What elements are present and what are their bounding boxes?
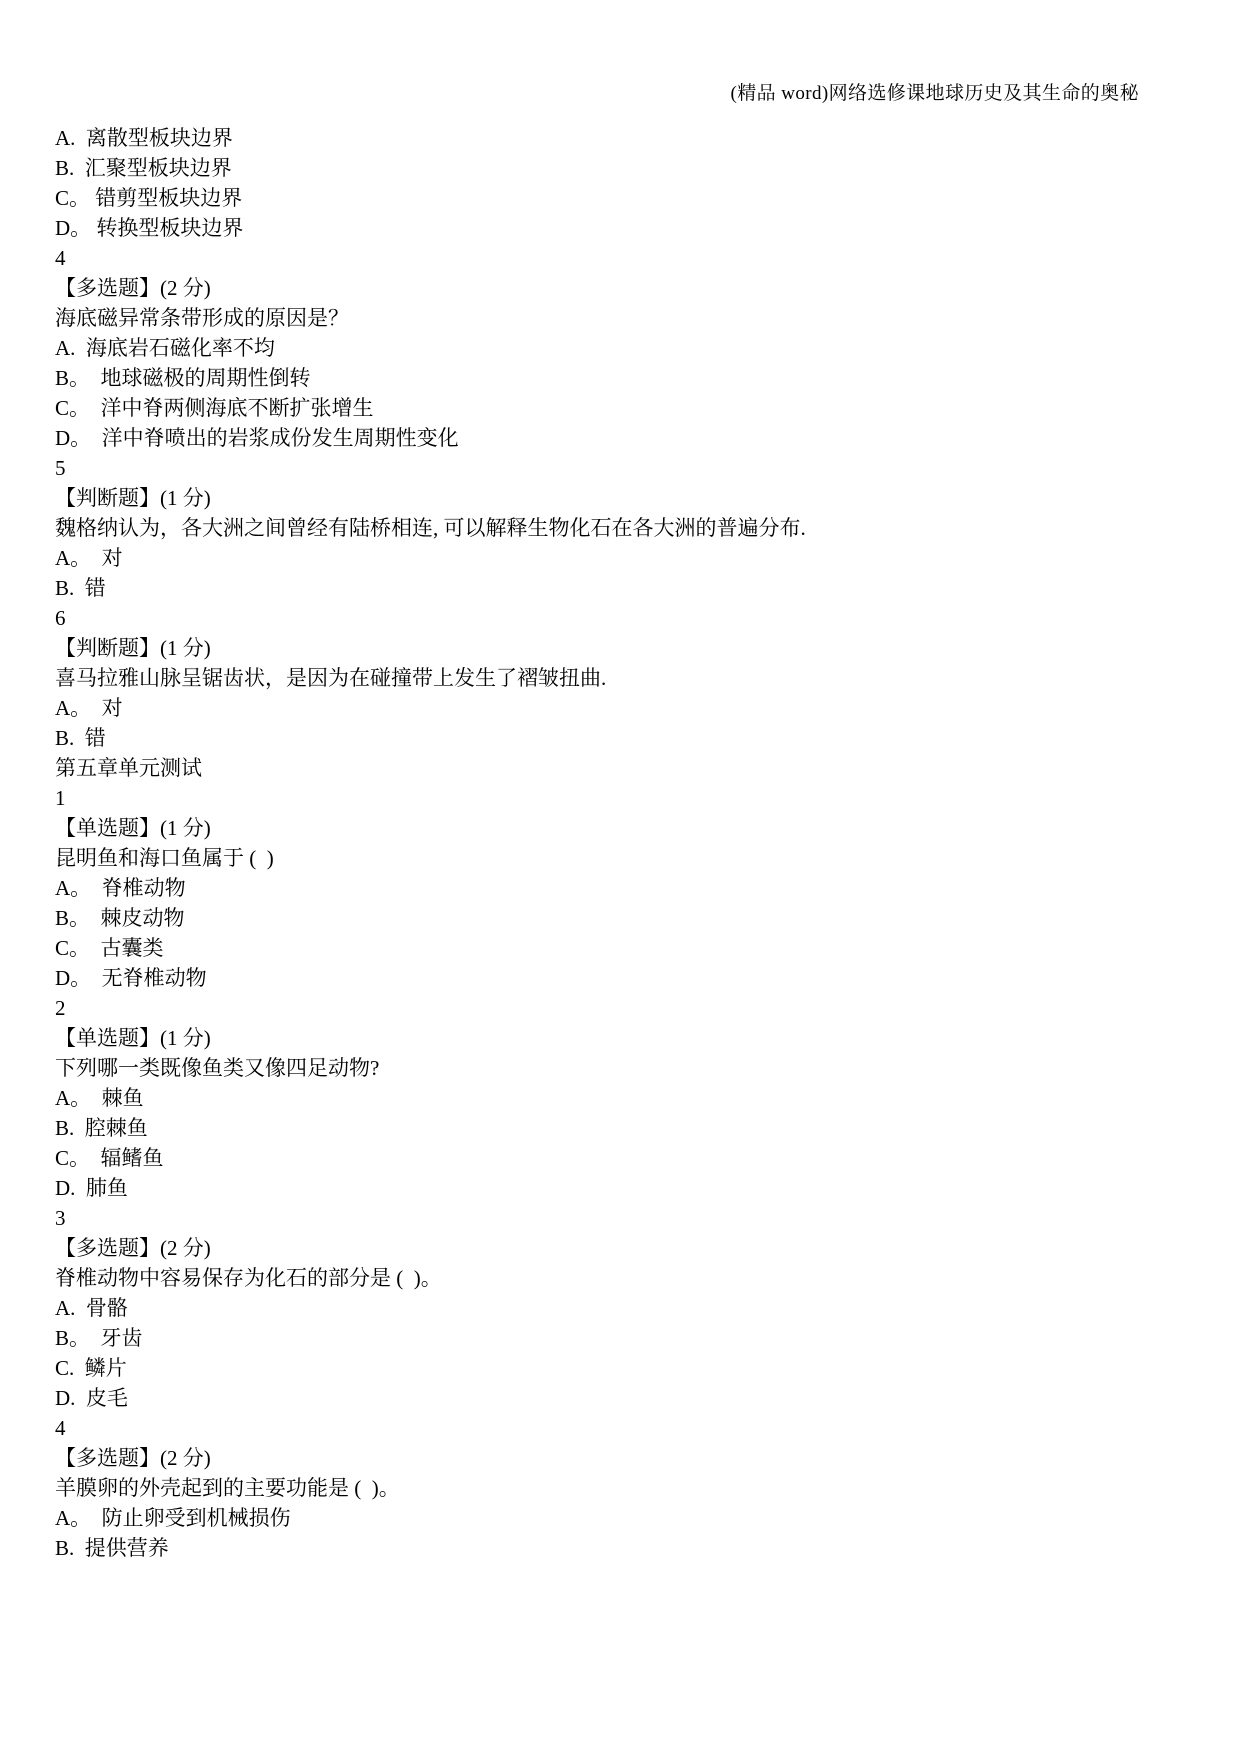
answer-option-line: A. 海底岩石磁化率不均 [55, 336, 275, 360]
answer-option-line: A。 对 [55, 546, 123, 570]
answer-option-line: B. 错 [55, 726, 106, 750]
answer-option-line: D。 无脊椎动物 [55, 966, 207, 990]
question-number-line: 1 [55, 786, 66, 810]
question-number-line: 3 [55, 1206, 66, 1230]
question-type-line: 【单选题】(1 分) [55, 816, 211, 840]
answer-option-line: C。 洋中脊两侧海底不断扩张增生 [55, 396, 374, 420]
answer-option-line: B。 棘皮动物 [55, 906, 185, 930]
question-stem-line: 下列哪一类既像鱼类又像四足动物? [55, 1056, 380, 1080]
answer-option-line: D。 洋中脊喷出的岩浆成份发生周期性变化 [55, 426, 459, 450]
answer-option-line: A. 骨骼 [55, 1296, 128, 1320]
question-number-line: 2 [55, 996, 66, 1020]
question-type-line: 【判断题】(1 分) [55, 636, 211, 660]
answer-option-line: B. 腔棘鱼 [55, 1116, 148, 1140]
question-type-line: 【判断题】(1 分) [55, 486, 211, 510]
answer-option-line: D. 肺鱼 [55, 1176, 128, 1200]
answer-option-line: D. 皮毛 [55, 1386, 128, 1410]
answer-option-line: C. 鳞片 [55, 1356, 127, 1380]
question-number-line: 6 [55, 606, 66, 630]
question-number-line: 4 [55, 246, 66, 270]
question-stem-line: 羊膜卵的外壳起到的主要功能是 ( )。 [55, 1476, 400, 1500]
question-stem-line: 魏格纳认为，各大洲之间曾经有陆桥相连, 可以解释生物化石在各大洲的普遍分布. [55, 516, 806, 540]
answer-option-line: A。 防止卵受到机械损伤 [55, 1506, 291, 1530]
question-number-line: 5 [55, 456, 66, 480]
answer-option-line: B. 提供营养 [55, 1536, 169, 1560]
question-stem-line: 喜马拉雅山脉呈锯齿状，是因为在碰撞带上发生了褶皱扭曲. [55, 666, 607, 690]
question-number-line: 4 [55, 1416, 66, 1440]
question-type-line: 【单选题】(1 分) [55, 1026, 211, 1050]
answer-option-line: C。 辐鳍鱼 [55, 1146, 164, 1170]
answer-option-line: D。 转换型板块边界 [55, 216, 244, 240]
page-header: (精品 word)网络选修课地球历史及其生命的奥秘 [730, 83, 1139, 104]
document-body [55, 123, 1141, 1563]
answer-option-line: B。 地球磁极的周期性倒转 [55, 366, 311, 390]
answer-option-line: C。 古囊类 [55, 936, 164, 960]
answer-option-line: B. 错 [55, 576, 106, 600]
answer-option-line: A. 离散型板块边界 [55, 126, 233, 150]
answer-option-line: C。 错剪型板块边界 [55, 186, 243, 210]
question-stem-line: 昆明鱼和海口鱼属于 ( ) [55, 846, 274, 870]
answer-option-line: B. 汇聚型板块边界 [55, 156, 232, 180]
question-stem-line: 海底磁异常条带形成的原因是？ [55, 306, 349, 330]
answer-option-line: A。 脊椎动物 [55, 876, 186, 900]
question-stem-line: 第五章单元测试 [55, 756, 202, 780]
question-type-line: 【多选题】(2 分) [55, 276, 211, 300]
answer-option-line: B。 牙齿 [55, 1326, 143, 1350]
question-type-line: 【多选题】(2 分) [55, 1236, 211, 1260]
question-type-line: 【多选题】(2 分) [55, 1446, 211, 1470]
question-stem-line: 脊椎动物中容易保存为化石的部分是 ( )。 [55, 1266, 442, 1290]
answer-option-line: A。 棘鱼 [55, 1086, 144, 1110]
answer-option-line: A。 对 [55, 696, 123, 720]
